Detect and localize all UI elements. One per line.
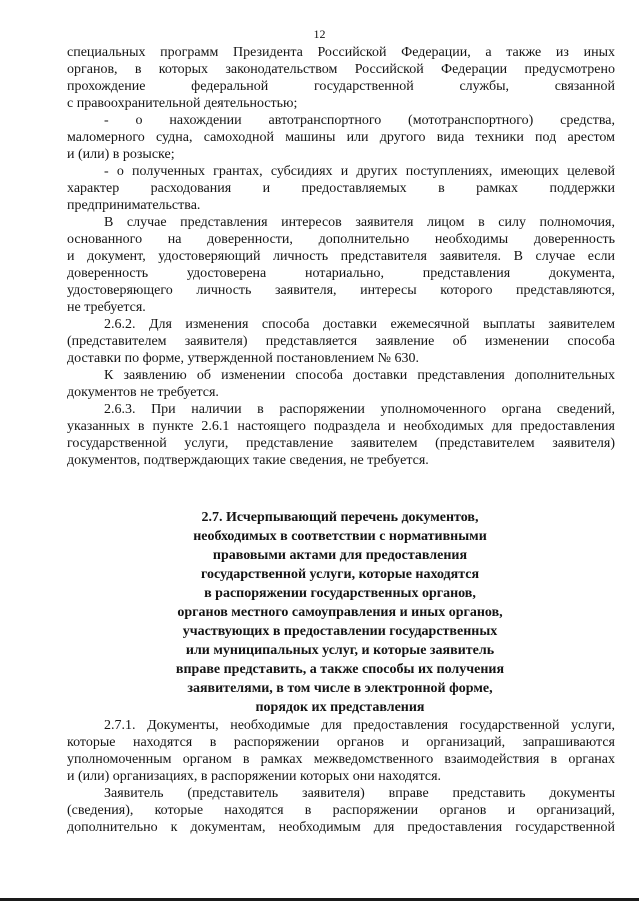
bottom-border-rule (0, 898, 639, 901)
heading-line: в распоряжении государственных органов, (204, 586, 476, 601)
heading-line: необходимых в соответствии с нормативными (193, 529, 487, 544)
text-line: - о нахождении автотранспортного (мототранспортного) средства, (104, 113, 615, 128)
heading-line: государственной услуги, которые находятся (200, 567, 480, 582)
heading-line: 2.7. Исчерпывающий перечень документов, (201, 510, 479, 525)
text-line: прохождение федеральной государственной службы, связанной (67, 79, 615, 94)
text-line: государственной услуги, представление заявителем (представителем заявителя) (67, 436, 615, 451)
heading-line: участвующих в предоставлении государственных (182, 624, 498, 639)
text-line: доверенность удостоверена нотариально, представления документа, (67, 266, 615, 281)
text-line: (сведения), которые находятся в распоряжении органов и организаций, (67, 803, 615, 818)
heading-line: органов местного самоуправления и иных органов, (177, 605, 503, 620)
text-line: маломерного судна, самоходной машины или другого вида техники под арестом (67, 130, 615, 145)
heading-line: заявителями, в том числе в электронной форме, (187, 681, 493, 696)
text-line: и (или) в розыске; (67, 147, 175, 162)
text-line: дополнительно к документам, необходимым для предоставления государственной (67, 820, 615, 835)
text-line: 2.6.2. Для изменения способа доставки ежемесячной выплаты заявителем (104, 317, 615, 332)
text-line: не требуется. (67, 300, 146, 315)
text-line: документов, подтверждающих такие сведения, не требуется. (67, 453, 429, 468)
text-line: основанного на доверенности, дополнительно необходимы доверенность (67, 232, 615, 247)
text-line: документов не требуется. (67, 385, 219, 400)
text-line: органов, в которых законодательством Российской Федерации предусмотрено (67, 62, 615, 77)
page-number: 12 (313, 27, 326, 41)
text-line: указанных в пункте 2.6.1 настоящего подраздела и необходимых для предоставления (67, 419, 615, 434)
section-heading (110, 508, 570, 717)
text-line: уполномоченным органом в рамках межведомственного взаимодействия в органах (67, 752, 615, 767)
text-line: Заявитель (представитель заявителя) вправе представить документы (104, 786, 615, 801)
text-line: характер расходования и предоставляемых в рамках поддержки (67, 181, 615, 196)
text-line: К заявлению об изменении способа доставки представления дополнительных (104, 368, 615, 383)
text-line: с правоохранительной деятельностью; (67, 96, 298, 111)
heading-line: или муниципальных услуг, и которые заявитель (185, 643, 495, 658)
text-line: и документ, удостоверяющий личность представителя заявителя. В случае если (67, 249, 615, 264)
text-line: (представителем заявителя) представляется заявление об изменении способа (67, 334, 615, 349)
text-line: которые находятся в распоряжении органов и организаций, запрашиваются (67, 735, 615, 750)
heading-line: порядок их представления (255, 700, 425, 715)
text-line: предпринимательства. (67, 198, 201, 213)
text-line: доставки по форме, утвержденной постановлением № 630. (67, 351, 419, 366)
text-line: 2.6.3. При наличии в распоряжении уполномоченного органа сведений, (104, 402, 615, 417)
text-line: - о полученных грантах, субсидиях и других поступлениях, имеющих целевой (104, 164, 615, 179)
text-line: и (или) организациях, в распоряжении которых они находятся. (67, 769, 442, 784)
text-line: специальных программ Президента Российской Федерации, а также из иных (67, 45, 615, 60)
text-line: удостоверяющего личность заявителя, интересы которого представляются, (67, 283, 615, 298)
text-line: 2.7.1. Документы, необходимые для предоставления государственной услуги, (104, 718, 615, 733)
heading-line: правовыми актами для предоставления (212, 548, 468, 563)
text-line: В случае представления интересов заявителя лицом в силу полномочия, (104, 215, 615, 230)
heading-line: вправе представить, а также способы их получения (175, 662, 505, 677)
